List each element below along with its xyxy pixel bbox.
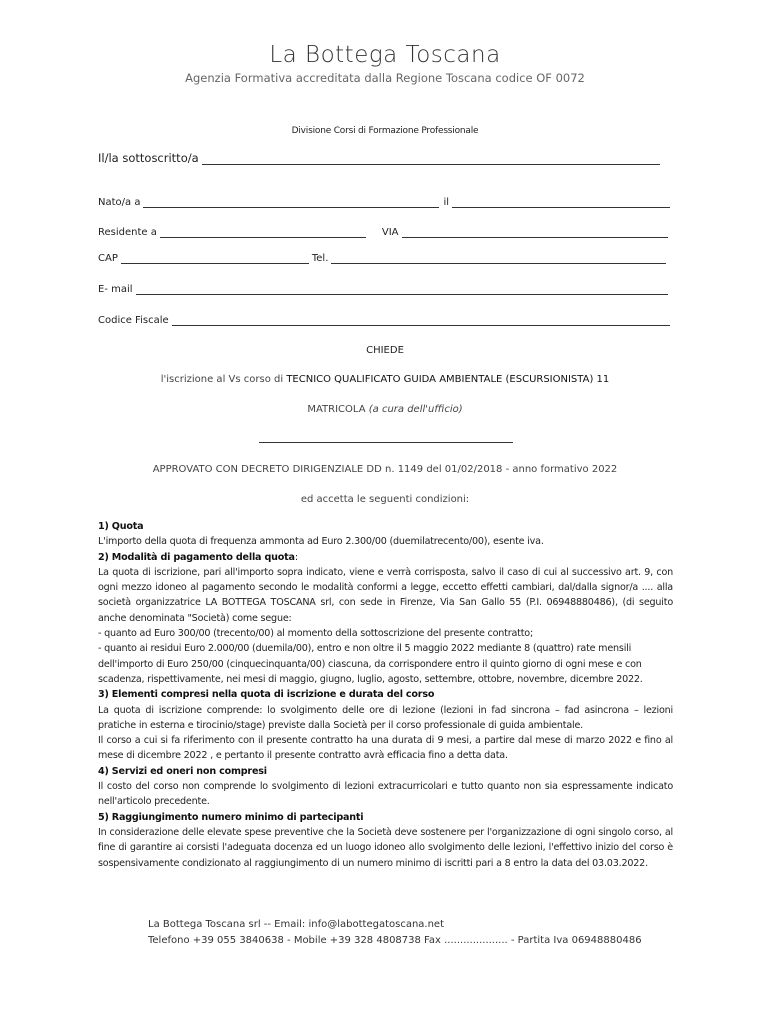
brand-logo: La Bottega Toscana: [269, 42, 501, 68]
il-line[interactable]: [452, 199, 670, 208]
email-label: E- mail: [98, 284, 133, 295]
section-2-title-line: 2) Modalità di pagamento della quota:: [98, 551, 298, 563]
section-3-text-2: Il corso a cui si fa riferimento con il presente contratto ha una durata di 9 mesi, a partire dal mese di marzo 2022 e fino al mese di dicembre 2022 , e pertanto il presente contratto avrà efficacia fino a detta data.: [98, 735, 673, 762]
section-2-text: La quota di iscrizione, pari all'importo sopra indicato, viene e verrà corrisposta, salvo il caso di cui al successivo art. 9, con ogni mezzo idoneo al pagamento secondo le modalità conformi a legge, eccetto effetti cambiari, dal/dalla signor/a .... alla società organizzatrice LA BOTTEGA TOSCANA srl, con sede in Firenze, Via San Gallo 55 (P.I. 06948880486), (di seguito anche denominata "Società) come segue:: [98, 566, 673, 624]
section-3-title: 3) Elementi compresi nella quota di iscrizione e durata del corso: [98, 689, 435, 701]
nato-label: Nato/a a: [98, 197, 141, 208]
conditions-body: [98, 519, 673, 871]
tel-label: Tel.: [311, 253, 329, 264]
residente-label: Residente a: [98, 227, 157, 238]
agency-subtitle: Agenzia Formativa accreditata dalla Regione Toscana codice OF 0072: [185, 71, 585, 85]
matricola-signature-line[interactable]: [259, 442, 513, 443]
sottoscritto-label: Il/la sottoscritto/a: [98, 151, 199, 165]
iscrizione-line: [0, 374, 770, 385]
section-5-text: In considerazione delle elevate spese preventive che la Società deve sostenere per l'organizzazione di ogni singolo corso, al fine di garantire ai corsisti l'adeguata docenza ed un luogo idoneo allo svolgimento delle lezioni, l'effettivo inizio del corso è sospensivamente condizionato al raggiungimento di un numero minimo di iscritti pari a 8 entro la data del 03.03.2022.: [98, 826, 673, 869]
field-cap: [98, 253, 666, 264]
approvato-text: APPROVATO CON DECRETO DIRIGENZIALE DD n. 1149 del 01/02/2018 - anno formativo 2022: [152, 464, 618, 475]
cap-line[interactable]: [121, 255, 309, 264]
section-3-text-1: La quota di iscrizione comprende: lo svolgimento delle ore di lezione (lezioni in fad sincrona – fad asincrona – lezioni pratiche in esterna e tirocinio/stage) previste dalla Società per il corso professionale di guida ambientale.: [98, 704, 673, 731]
cap-label: CAP: [98, 253, 118, 264]
email-line[interactable]: [136, 286, 668, 295]
section-2-title: 2) Modalità di pagamento della quota: [98, 551, 295, 563]
field-residente: [98, 227, 668, 238]
footer-phone-line: Telefono +39 055 3840638 - Mobile +39 328 4808738 Fax .................... - Partita Iva 06948880486: [148, 935, 642, 946]
nato-line[interactable]: [143, 199, 439, 208]
field-codice-fiscale: [98, 315, 670, 326]
section-1-text: L'importo della quota di frequenza ammonta ad Euro 2.300/00 (duemilatrecento/00), esente iva.: [98, 536, 544, 548]
codice-fiscale-label: Codice Fiscale: [98, 315, 169, 326]
section-2-item-1: - quanto ad Euro 300/00 (trecento/00) al momento della sottoscrizione del presente contratto;: [98, 628, 533, 640]
section-5-title: 5) Raggiungimento numero minimo di partecipanti: [98, 811, 364, 823]
iscrizione-prefix: l'iscrizione al Vs corso di: [160, 374, 284, 385]
division-title: Divisione Corsi di Formazione Professionale: [291, 126, 479, 136]
section-4-text: Il costo del corso non comprende lo svolgimento di lezioni extracurricolari e tutto quanto non sia espressamente indicato nell'articolo precedente.: [98, 781, 673, 808]
field-nato: [98, 197, 670, 208]
accetta-text: ed accetta le seguenti condizioni:: [300, 494, 470, 505]
matricola-note: (a cura dell'ufficio): [368, 404, 463, 415]
via-line[interactable]: [402, 229, 669, 238]
section-2-item-2: - quanto ai residui Euro 2.000/00 (duemila/00), entro e non oltre il 5 maggio 2022 mediante 8 (quattro) rate mensili dell'importo di Euro 250/00 (cinquecinquanta/00) ciascuna, da corrispondere entro il quinto giorno di ogni mese e con scadenza, rispettivamente, nei mesi di maggio, giugno, luglio, agosto, settembre, ottobre, novembre, dicembre 2022.: [98, 643, 643, 685]
field-email: [98, 284, 668, 295]
tel-line[interactable]: [331, 255, 666, 264]
chiede-heading: CHIEDE: [366, 345, 404, 356]
section-4-title: 4) Servizi ed oneri non compresi: [98, 765, 267, 777]
footer-contact-line: La Bottega Toscana srl -- Email: info@labottegatoscana.net: [148, 919, 445, 930]
via-label: VIA: [381, 227, 399, 238]
sottoscritto-line[interactable]: [202, 156, 660, 165]
residente-line[interactable]: [160, 229, 366, 238]
matricola-line: [0, 404, 770, 415]
codice-fiscale-line[interactable]: [172, 317, 670, 326]
field-sottoscritto: [98, 151, 660, 165]
section-1-title: 1) Quota: [98, 521, 144, 532]
il-label: il: [443, 197, 450, 208]
course-name: TECNICO QUALIFICATO GUIDA AMBIENTALE (ESCURSIONISTA) 11: [286, 374, 610, 385]
matricola-label: MATRICOLA: [307, 404, 366, 415]
